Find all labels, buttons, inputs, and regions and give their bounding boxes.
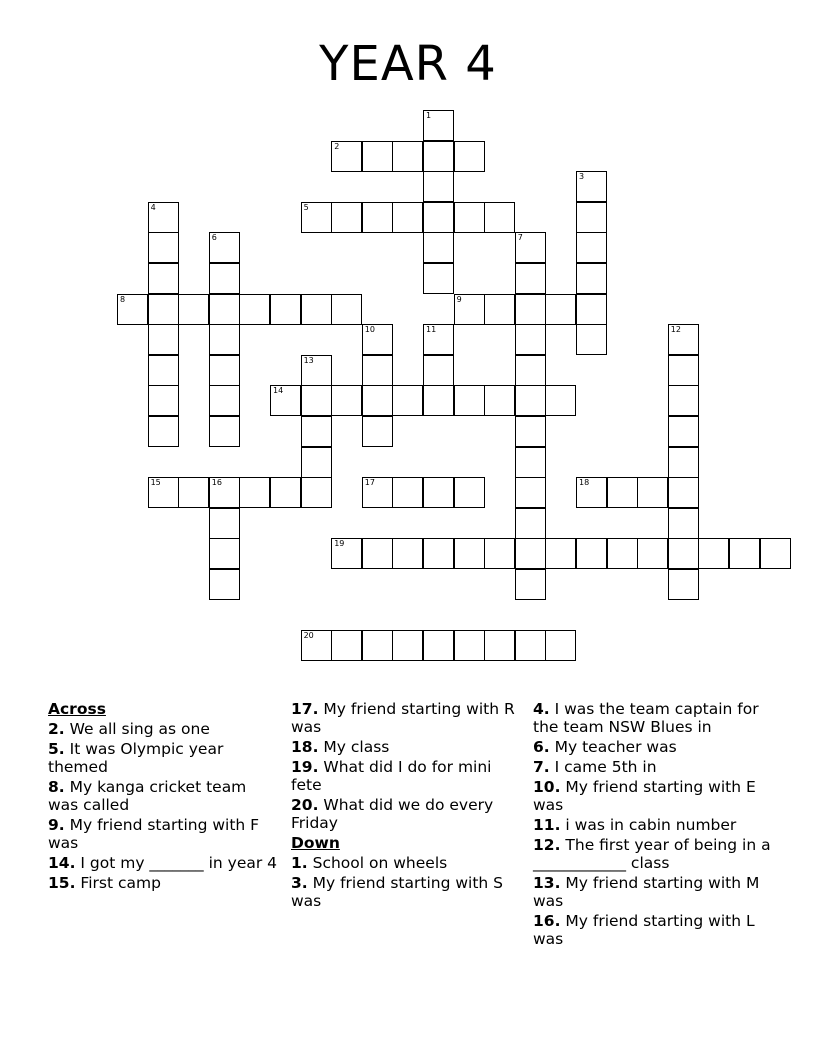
grid-cell[interactable] — [209, 385, 240, 416]
grid-cell[interactable] — [270, 477, 301, 508]
grid-cell[interactable] — [423, 477, 454, 508]
grid-cell[interactable] — [423, 263, 454, 294]
cell-number: 19 — [334, 539, 345, 549]
clue-across-9 — [48, 816, 278, 852]
grid-cell[interactable] — [362, 202, 393, 233]
cell-number: 16 — [211, 478, 222, 488]
clue-text: My friend starting with M was — [533, 874, 760, 910]
cell-number: 11 — [426, 325, 437, 335]
grid-cell[interactable] — [362, 141, 393, 172]
grid-cell[interactable] — [392, 630, 423, 661]
clue-number: 20. — [291, 796, 319, 814]
cell-number: 20 — [303, 631, 314, 641]
grid-cell[interactable] — [668, 324, 699, 355]
cell-number: 10 — [364, 325, 375, 335]
grid-cell[interactable] — [362, 477, 393, 508]
cell-number: 17 — [364, 478, 375, 488]
clue-text: i was in cabin number — [565, 816, 737, 834]
grid-cell[interactable] — [576, 294, 607, 325]
grid-cell[interactable] — [760, 538, 791, 569]
grid-cell[interactable] — [576, 324, 607, 355]
grid-cell[interactable] — [209, 355, 240, 386]
clue-text: First camp — [80, 874, 161, 892]
clue-down-3 — [291, 874, 521, 910]
grid-cell[interactable] — [515, 294, 546, 325]
grid-cell[interactable] — [148, 263, 179, 294]
grid-cell[interactable] — [545, 630, 576, 661]
clue-down-7 — [533, 758, 773, 776]
cell-number: 13 — [303, 355, 314, 365]
clue-number: 11. — [533, 816, 561, 834]
grid-cell[interactable] — [698, 538, 729, 569]
clue-text: I was the team captain for the team NSW Blues in — [533, 700, 759, 736]
grid-cell[interactable] — [392, 202, 423, 233]
clue-text: We all sing as one — [69, 720, 210, 738]
cell-number: 9 — [456, 294, 462, 304]
grid-cell[interactable] — [515, 232, 546, 263]
grid-cell[interactable] — [454, 630, 485, 661]
clue-down-12 — [533, 836, 773, 872]
clue-across-19 — [291, 758, 521, 794]
clue-text: My friend starting with L was — [533, 912, 755, 948]
grid-cell[interactable] — [209, 508, 240, 539]
grid-cell[interactable] — [209, 416, 240, 447]
cell-number: 7 — [517, 233, 523, 243]
grid-cell[interactable] — [423, 630, 454, 661]
grid-cell[interactable] — [576, 538, 607, 569]
grid-cell[interactable] — [270, 294, 301, 325]
cell-number: 12 — [670, 325, 681, 335]
grid-cell[interactable] — [423, 324, 454, 355]
grid-cell[interactable] — [637, 477, 668, 508]
grid-cell[interactable] — [515, 447, 546, 478]
clue-number: 13. — [533, 874, 561, 892]
page-title: YEAR 4 — [319, 36, 497, 92]
grid-cell[interactable] — [239, 294, 270, 325]
clue-down-16 — [533, 912, 773, 948]
across-heading: Across — [48, 700, 106, 718]
grid-cell[interactable] — [362, 324, 393, 355]
grid-cell[interactable] — [301, 294, 332, 325]
grid-cell[interactable] — [515, 477, 546, 508]
grid-cell[interactable] — [209, 324, 240, 355]
grid-cell[interactable] — [331, 630, 362, 661]
grid-cell[interactable] — [148, 294, 179, 325]
grid-cell[interactable] — [301, 385, 332, 416]
grid-cell[interactable] — [423, 232, 454, 263]
clue-number: 14. — [48, 854, 76, 872]
clue-text: I came 5th in — [554, 758, 657, 776]
grid-cell[interactable] — [392, 477, 423, 508]
grid-cell[interactable] — [576, 232, 607, 263]
grid-cell[interactable] — [301, 630, 332, 661]
cell-number: 8 — [120, 294, 126, 304]
cell-number: 4 — [150, 202, 156, 212]
grid-cell[interactable] — [668, 447, 699, 478]
grid-cell[interactable] — [301, 477, 332, 508]
grid-cell[interactable] — [668, 385, 699, 416]
grid-cell[interactable] — [423, 110, 454, 141]
clue-number: 8. — [48, 778, 65, 796]
grid-cell[interactable] — [668, 538, 699, 569]
grid-cell[interactable] — [484, 538, 515, 569]
clue-text: What did we do every Friday — [291, 796, 494, 832]
clue-number: 12. — [533, 836, 561, 854]
grid-cell[interactable] — [576, 477, 607, 508]
grid-cell[interactable] — [515, 263, 546, 294]
clue-number: 7. — [533, 758, 550, 776]
clue-text: My class — [323, 738, 390, 756]
grid-cell[interactable] — [423, 538, 454, 569]
grid-cell[interactable] — [668, 416, 699, 447]
clue-number: 1. — [291, 854, 308, 872]
down-heading: Down — [291, 834, 340, 852]
clue-down-11 — [533, 816, 773, 834]
grid-cell[interactable] — [362, 385, 393, 416]
grid-cell[interactable] — [301, 447, 332, 478]
grid-cell[interactable] — [209, 294, 240, 325]
cell-number: 14 — [273, 386, 284, 396]
grid-cell[interactable] — [301, 202, 332, 233]
clue-across-5 — [48, 740, 278, 776]
grid-cell[interactable] — [668, 477, 699, 508]
cell-number: 15 — [150, 478, 161, 488]
grid-cell[interactable] — [668, 355, 699, 386]
grid-cell[interactable] — [362, 416, 393, 447]
grid-cell[interactable] — [637, 538, 668, 569]
grid-cell[interactable] — [209, 538, 240, 569]
grid-cell[interactable] — [545, 294, 576, 325]
grid-cell[interactable] — [576, 171, 607, 202]
clue-text: What did I do for mini fete — [291, 758, 492, 794]
grid-cell[interactable] — [331, 141, 362, 172]
grid-cell[interactable] — [331, 538, 362, 569]
grid-cell[interactable] — [454, 294, 485, 325]
clue-number: 18. — [291, 738, 319, 756]
clue-number: 3. — [291, 874, 308, 892]
clue-text: My friend starting with F was — [48, 816, 260, 852]
grid-cell[interactable] — [392, 385, 423, 416]
clue-number: 6. — [533, 738, 550, 756]
grid-cell[interactable] — [576, 263, 607, 294]
clues-column-1 — [48, 700, 278, 894]
clue-across-8 — [48, 778, 278, 814]
clue-across-14 — [48, 854, 278, 872]
grid-cell[interactable] — [454, 477, 485, 508]
clue-down-4 — [533, 700, 773, 736]
grid-cell[interactable] — [148, 232, 179, 263]
grid-cell[interactable] — [454, 202, 485, 233]
clue-number: 19. — [291, 758, 319, 776]
grid-cell[interactable] — [148, 324, 179, 355]
clue-down-6 — [533, 738, 773, 756]
cell-number: 5 — [303, 202, 309, 212]
grid-cell[interactable] — [668, 508, 699, 539]
grid-cell[interactable] — [117, 294, 148, 325]
grid-cell[interactable] — [301, 416, 332, 447]
grid-cell[interactable] — [515, 508, 546, 539]
cell-number: 3 — [579, 172, 585, 182]
clue-text: It was Olympic year themed — [48, 740, 224, 776]
grid-cell[interactable] — [484, 202, 515, 233]
clue-across-17 — [291, 700, 521, 736]
grid-cell[interactable] — [362, 355, 393, 386]
clue-across-20 — [291, 796, 521, 832]
grid-cell[interactable] — [454, 385, 485, 416]
grid-cell[interactable] — [270, 385, 301, 416]
grid-cell[interactable] — [239, 477, 270, 508]
clue-number: 15. — [48, 874, 76, 892]
grid-cell[interactable] — [209, 569, 240, 600]
grid-cell[interactable] — [178, 477, 209, 508]
clues-column-3 — [533, 700, 773, 950]
grid-cell[interactable] — [423, 141, 454, 172]
grid-cell[interactable] — [423, 355, 454, 386]
clue-down-13 — [533, 874, 773, 910]
grid-cell[interactable] — [392, 141, 423, 172]
grid-cell[interactable] — [668, 569, 699, 600]
grid-cell[interactable] — [484, 630, 515, 661]
clue-number: 17. — [291, 700, 319, 718]
clue-text: School on wheels — [312, 854, 448, 872]
grid-cell[interactable] — [148, 385, 179, 416]
clue-number: 4. — [533, 700, 550, 718]
grid-cell[interactable] — [454, 538, 485, 569]
grid-cell[interactable] — [301, 355, 332, 386]
clue-text: My friend starting with R was — [291, 700, 515, 736]
grid-cell[interactable] — [331, 294, 362, 325]
grid-cell[interactable] — [545, 385, 576, 416]
grid-cell[interactable] — [331, 202, 362, 233]
clue-across-18 — [291, 738, 521, 756]
clue-text: My friend starting with E was — [533, 778, 756, 814]
clue-text: My kanga cricket team was called — [48, 778, 247, 814]
grid-cell[interactable] — [484, 294, 515, 325]
grid-cell[interactable] — [148, 416, 179, 447]
grid-cell[interactable] — [362, 630, 393, 661]
grid-cell[interactable] — [515, 630, 546, 661]
grid-cell[interactable] — [148, 477, 179, 508]
grid-cell[interactable] — [576, 202, 607, 233]
grid-cell[interactable] — [515, 355, 546, 386]
clue-text: I got my _______ in year 4 — [80, 854, 278, 872]
cell-number: 2 — [334, 141, 340, 151]
grid-cell[interactable] — [515, 538, 546, 569]
grid-cell[interactable] — [423, 202, 454, 233]
clues-column-2 — [291, 700, 521, 912]
grid-cell[interactable] — [331, 385, 362, 416]
grid-cell[interactable] — [515, 416, 546, 447]
grid-cell[interactable] — [423, 385, 454, 416]
grid-cell[interactable] — [209, 232, 240, 263]
grid-cell[interactable] — [423, 171, 454, 202]
clue-number: 16. — [533, 912, 561, 930]
clue-number: 10. — [533, 778, 561, 796]
grid-cell[interactable] — [148, 355, 179, 386]
grid-cell[interactable] — [362, 538, 393, 569]
clue-number: 5. — [48, 740, 65, 758]
clue-across-15 — [48, 874, 278, 892]
clue-number: 9. — [48, 816, 65, 834]
clue-down-1 — [291, 854, 521, 872]
grid-cell[interactable] — [515, 385, 546, 416]
grid-cell[interactable] — [178, 294, 209, 325]
grid-cell[interactable] — [392, 538, 423, 569]
grid-cell[interactable] — [607, 477, 638, 508]
clue-text: The first year of being in a ____________ class — [533, 836, 771, 872]
clue-text: My teacher was — [554, 738, 677, 756]
clue-text: My friend starting with S was — [291, 874, 504, 910]
grid-cell[interactable] — [148, 202, 179, 233]
cell-number: 18 — [579, 478, 590, 488]
clue-number: 2. — [48, 720, 65, 738]
grid-cell[interactable] — [484, 385, 515, 416]
cell-number: 6 — [211, 233, 217, 243]
grid-cell[interactable] — [729, 538, 760, 569]
grid-cell[interactable] — [454, 141, 485, 172]
grid-cell[interactable] — [607, 538, 638, 569]
cell-number: 1 — [426, 111, 432, 120]
grid-cell[interactable] — [545, 538, 576, 569]
clue-down-10 — [533, 778, 773, 814]
grid-cell[interactable] — [209, 477, 240, 508]
grid-cell[interactable] — [515, 569, 546, 600]
grid-cell[interactable] — [515, 324, 546, 355]
clue-across-2 — [48, 720, 278, 738]
grid-cell[interactable] — [209, 263, 240, 294]
